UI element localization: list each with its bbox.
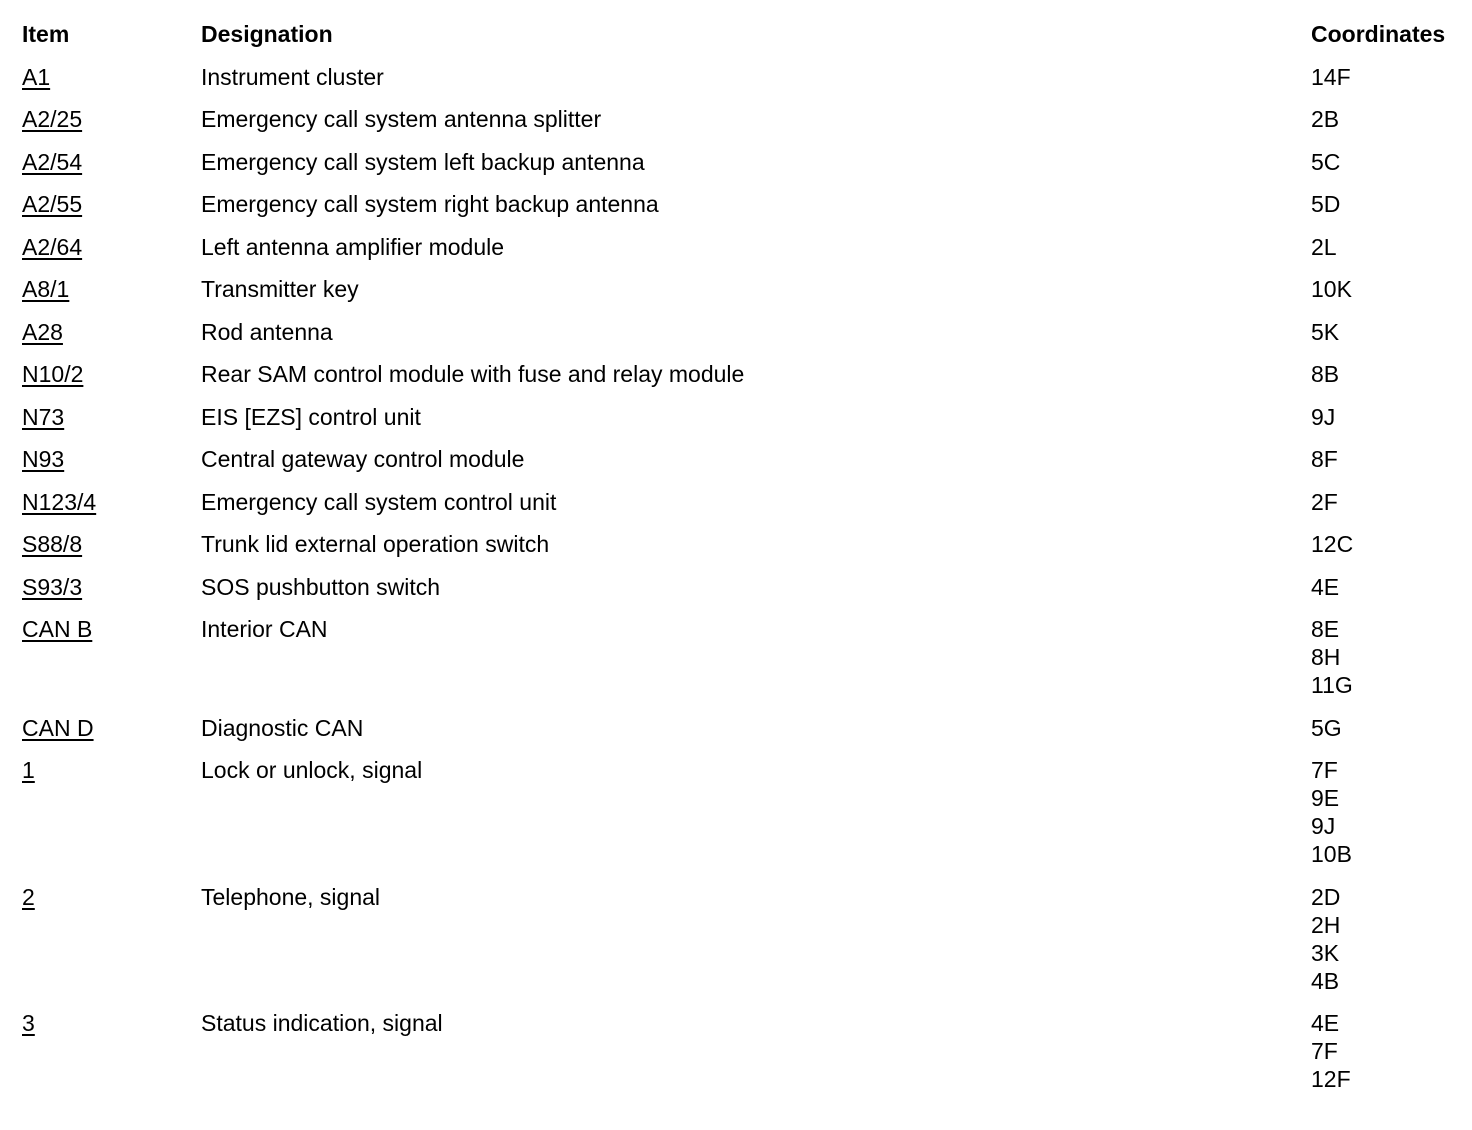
header-designation: Designation [201, 21, 333, 47]
designation-text: Transmitter key [201, 276, 359, 302]
table-row [22, 445, 1462, 488]
designation-text: SOS pushbutton switch [201, 573, 441, 600]
coordinates-cell [1311, 488, 1338, 516]
coordinate-value: 9J [1311, 403, 1336, 430]
coordinate-value: 9J [1311, 813, 1336, 839]
coordinates-cell [1311, 445, 1338, 473]
designation-text: Instrument cluster [201, 63, 384, 90]
legend-header-row [22, 20, 1462, 63]
table-row [22, 190, 1462, 233]
item-link[interactable]: N123/4 [22, 488, 97, 515]
item-link[interactable]: 2 [22, 883, 35, 910]
header-item: Item [22, 21, 70, 47]
designation-text: Status indication, signal [201, 1010, 443, 1036]
coordinate-value: 8E [1311, 616, 1340, 642]
table-row [22, 233, 1462, 276]
coordinate-value: 4E [1311, 1010, 1340, 1036]
table-row [22, 360, 1462, 403]
item-link[interactable]: A2/25 [22, 106, 83, 132]
coordinate-value: 5D [1311, 191, 1341, 217]
coordinates-cell [1311, 360, 1339, 388]
table-row [22, 1009, 1462, 1108]
item-link[interactable]: 3 [22, 1010, 35, 1036]
item-link[interactable]: N10/2 [22, 361, 84, 387]
coordinate-value: 11G [1311, 672, 1353, 698]
coordinate-value: 5C [1311, 148, 1341, 175]
coordinate-value: 5G [1311, 714, 1342, 741]
item-link[interactable]: A2/55 [22, 191, 83, 217]
coordinate-value: 4E [1311, 573, 1340, 600]
item-link[interactable]: A2/54 [22, 148, 83, 175]
coordinates-cell [1311, 573, 1339, 601]
coordinates-cell [1311, 615, 1353, 699]
item-link[interactable]: CAN B [22, 616, 93, 642]
coordinate-value: 8H [1311, 644, 1341, 670]
table-row [22, 275, 1462, 318]
coordinates-cell [1311, 190, 1340, 218]
table-row [22, 756, 1462, 883]
item-link[interactable]: A2/64 [22, 233, 83, 260]
designation-text: Emergency call system left backup antenna [201, 148, 645, 175]
coordinate-value: 3K [1311, 939, 1340, 966]
header-coordinates: Coordinates [1311, 21, 1446, 47]
coordinate-value: 12C [1311, 531, 1354, 557]
designation-text: Telephone, signal [201, 883, 381, 910]
item-link[interactable]: N93 [22, 446, 65, 472]
table-row [22, 63, 1462, 106]
coordinate-value: 2H [1311, 911, 1341, 938]
designation-text: Trunk lid external operation switch [201, 531, 550, 557]
coordinates-cell [1311, 63, 1351, 91]
table-row [22, 403, 1462, 446]
coordinates-cell [1311, 233, 1337, 261]
table-row [22, 488, 1462, 531]
coordinate-value: 10K [1311, 276, 1352, 302]
coordinate-value: 2F [1311, 488, 1338, 515]
coordinate-value: 5K [1311, 318, 1340, 345]
table-row [22, 883, 1462, 1010]
designation-text: Rod antenna [201, 318, 333, 345]
coordinate-value: 7F [1311, 1038, 1338, 1064]
component-legend-table [22, 20, 1462, 1108]
designation-text: EIS [EZS] control unit [201, 403, 421, 430]
table-row [22, 714, 1462, 757]
designation-text: Interior CAN [201, 616, 328, 642]
coordinate-value: 8F [1311, 446, 1338, 472]
table-row [22, 573, 1462, 616]
item-link[interactable]: 1 [22, 757, 35, 783]
designation-text: Emergency call system antenna splitter [201, 106, 602, 132]
item-link[interactable]: S93/3 [22, 573, 83, 600]
designation-text: Emergency call system right backup antenna [201, 191, 659, 217]
coordinates-cell [1311, 756, 1352, 868]
designation-text: Emergency call system control unit [201, 488, 557, 515]
coordinates-cell [1311, 275, 1352, 303]
coordinate-value: 4B [1311, 967, 1340, 994]
coordinate-value: 2B [1311, 106, 1340, 132]
table-row [22, 105, 1462, 148]
coordinates-cell [1311, 318, 1339, 346]
coordinates-cell [1311, 105, 1339, 133]
coordinates-cell [1311, 1009, 1351, 1093]
coordinate-value: 9E [1311, 785, 1340, 811]
legend-rows [22, 63, 1462, 1108]
designation-text: Diagnostic CAN [201, 714, 364, 741]
item-link[interactable]: N73 [22, 403, 65, 430]
coordinates-cell [1311, 148, 1340, 176]
coordinate-value: 12F [1311, 1066, 1351, 1092]
item-link[interactable]: A1 [22, 63, 51, 90]
coordinate-value: 10B [1311, 841, 1352, 867]
table-row [22, 318, 1462, 361]
coordinate-value: 2D [1311, 883, 1341, 910]
coordinate-value: 8B [1311, 361, 1340, 387]
coordinates-cell [1311, 530, 1353, 558]
coordinates-cell [1311, 714, 1342, 742]
coordinate-value: 14F [1311, 63, 1351, 90]
designation-text: Central gateway control module [201, 446, 525, 472]
coordinates-cell [1311, 403, 1335, 431]
table-row [22, 530, 1462, 573]
item-link[interactable]: A28 [22, 318, 63, 345]
coordinates-cell [1311, 883, 1340, 995]
designation-text: Left antenna amplifier module [201, 233, 505, 260]
item-link[interactable]: S88/8 [22, 531, 83, 557]
designation-text: Lock or unlock, signal [201, 757, 423, 783]
table-row [22, 615, 1462, 714]
table-row [22, 148, 1462, 191]
coordinate-value: 2L [1311, 233, 1337, 260]
item-link[interactable]: CAN D [22, 714, 94, 741]
designation-text: Rear SAM control module with fuse and relay module [201, 361, 745, 387]
coordinate-value: 7F [1311, 757, 1338, 783]
item-link[interactable]: A8/1 [22, 276, 70, 302]
